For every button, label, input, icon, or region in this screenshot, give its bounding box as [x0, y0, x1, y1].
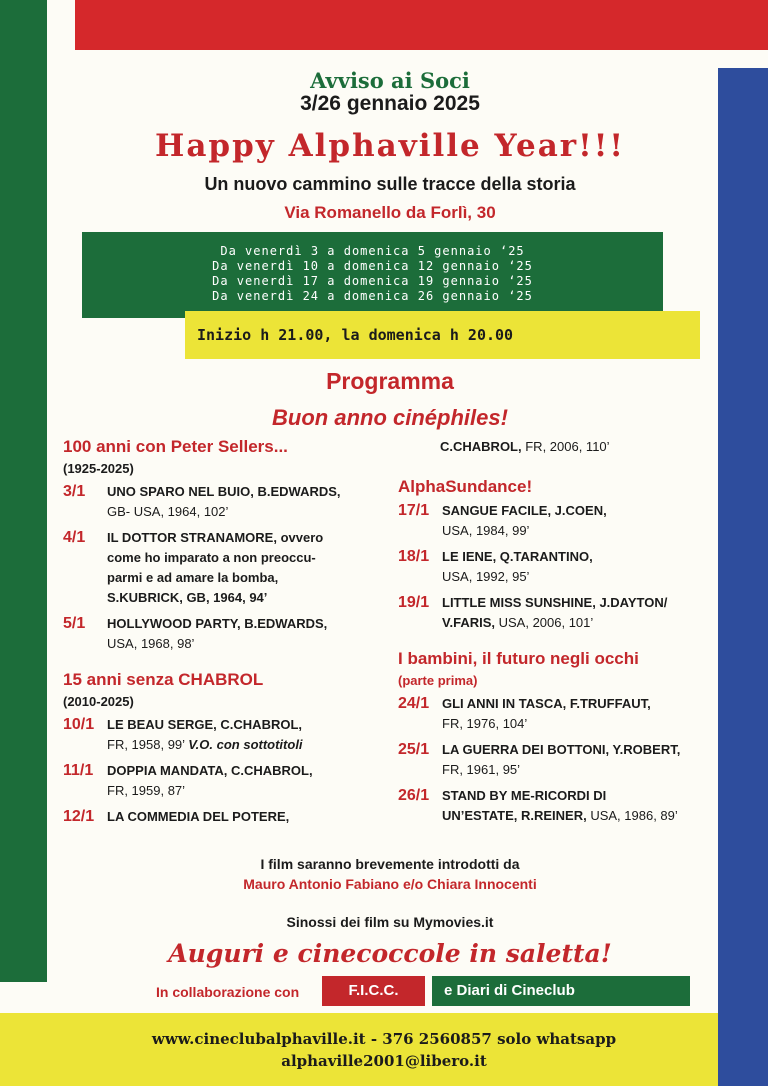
- film-director: V.FARIS,: [442, 615, 495, 630]
- film-entry: [398, 593, 708, 633]
- program-column-left: [63, 437, 373, 833]
- film-entry: [63, 715, 373, 755]
- film-date: 5/1: [63, 615, 86, 632]
- film-date: 18/1: [398, 548, 430, 565]
- film-note: V.O. con sottotitoli: [188, 737, 303, 752]
- film-info: GB- USA, 1964, 102’: [107, 504, 229, 519]
- film-info: USA, 2006, 101’: [498, 615, 594, 630]
- event-dates: 3/26 gennaio 2025: [300, 92, 480, 115]
- film-date: 12/1: [63, 808, 95, 825]
- weekend-line: Da venerdì 24 a domenica 26 gennaio ‘25: [212, 289, 533, 303]
- film-info: FR, 1958, 99’: [107, 737, 185, 752]
- film-entry: [398, 547, 708, 587]
- section-title-sundance: AlphaSundance!: [398, 477, 533, 496]
- film-info: USA, 1992, 95’: [442, 569, 530, 584]
- film-entry: [63, 528, 373, 608]
- film-info: USA, 1984, 99’: [442, 523, 530, 538]
- synopsis-note: Sinossi dei film su Mymovies.it: [286, 914, 494, 930]
- subtitle: Un nuovo cammino sulle tracce della storia: [204, 174, 576, 194]
- film-entry: [63, 614, 373, 654]
- footer-bar: [0, 1013, 718, 1086]
- film-date: 25/1: [398, 741, 430, 758]
- program-subtitle: Buon anno cinéphiles!: [272, 405, 508, 430]
- film-info: FR, 1961, 95’: [442, 762, 521, 777]
- collaboration-label: In collaborazione con: [156, 984, 300, 1000]
- red-bar: [75, 0, 768, 50]
- film-title: LA GUERRA DEI BOTTONI, Y.ROBERT,: [442, 742, 681, 757]
- intro-names: Mauro Antonio Fabiano e/o Chiara Innocenti: [243, 876, 537, 892]
- film-title: UNO SPARO NEL BUIO, B.EDWARDS,: [107, 484, 341, 499]
- film-title: STAND BY ME-RICORDI DI: [442, 788, 607, 803]
- program-title: Programma: [326, 368, 454, 394]
- film-date: 10/1: [63, 716, 95, 733]
- weekend-line: Da venerdì 3 a domenica 5 gennaio ‘25: [220, 244, 525, 258]
- blue-bar: [718, 68, 768, 1086]
- film-entry: [63, 482, 373, 522]
- wishes-text: Auguri e cinecoccole in saletta!: [168, 939, 612, 968]
- film-title-cont: come ho imparato a non preoccu-: [107, 550, 316, 565]
- film-title: SANGUE FACILE, J.COEN,: [442, 503, 607, 518]
- section-title-sellers: 100 anni con Peter Sellers...: [63, 437, 288, 456]
- address: Via Romanello da Forlì, 30: [284, 203, 496, 222]
- film-title: HOLLYWOOD PARTY, B.EDWARDS,: [107, 616, 328, 631]
- film-title-cont: UN’ESTATE, R.REINER,: [442, 808, 587, 823]
- film-info: S.KUBRICK, GB, 1964, 94’: [107, 590, 268, 605]
- section-years: (2010-2025): [63, 694, 134, 709]
- footer-website: www.cineclubalphaville.it - 376 2560857 solo whatsapp: [151, 1030, 617, 1048]
- intro-text: I film saranno brevemente introdotti da: [260, 856, 520, 872]
- headline: Happy Alphaville Year!!!: [155, 128, 625, 164]
- collaboration-row: [150, 976, 690, 1006]
- section-title-chabrol: 15 anni senza CHABROL: [63, 670, 264, 689]
- film-info: FR, 1959, 87’: [107, 783, 186, 798]
- film-director: C.CHABROL,: [440, 439, 522, 454]
- film-date: 19/1: [398, 594, 430, 611]
- film-entry: [398, 740, 708, 780]
- film-date: 3/1: [63, 483, 86, 500]
- film-info: USA, 1986, 89’: [590, 808, 678, 823]
- film-date: 24/1: [398, 695, 430, 712]
- film-info: FR, 2006, 110’: [525, 439, 610, 454]
- film-entry-continued: [440, 437, 708, 457]
- film-entry: [398, 694, 708, 734]
- film-title: LE IENE, Q.TARANTINO,: [442, 549, 593, 564]
- green-bar: [0, 0, 47, 982]
- film-entry: [63, 761, 373, 801]
- film-title-cont: parmi e ad amare la bomba,: [107, 570, 279, 585]
- film-info: FR, 1976, 104’: [442, 716, 528, 731]
- film-entry: [63, 807, 373, 827]
- diari-badge: e Diari di Cineclub: [432, 976, 690, 1006]
- film-title: LITTLE MISS SUNSHINE, J.DAYTON/: [442, 595, 668, 610]
- section-part: (parte prima): [398, 673, 478, 688]
- film-title: DOPPIA MANDATA, C.CHABROL,: [107, 763, 313, 778]
- film-title: LA COMMEDIA DEL POTERE,: [107, 809, 290, 824]
- film-title: LE BEAU SERGE, C.CHABROL,: [107, 717, 303, 732]
- film-entry: [398, 501, 708, 541]
- film-info: USA, 1968, 98’: [107, 636, 195, 651]
- film-date: 26/1: [398, 787, 430, 804]
- section-title-kids: I bambini, il futuro negli occhi: [398, 649, 639, 668]
- section-years: (1925-2025): [63, 461, 134, 476]
- film-date: 17/1: [398, 502, 430, 519]
- film-title: IL DOTTOR STRANAMORE, ovvero: [107, 530, 324, 545]
- start-time-box: Inizio h 21.00, la domenica h 20.00: [185, 311, 700, 359]
- weekends-box: [82, 232, 663, 318]
- film-date: 11/1: [63, 762, 94, 779]
- film-date: 4/1: [63, 529, 86, 546]
- weekend-line: Da venerdì 10 a domenica 12 gennaio ‘25: [212, 259, 533, 273]
- notice-title: Avviso ai Soci: [310, 68, 470, 93]
- film-title: GLI ANNI IN TASCA, F.TRUFFAUT,: [442, 696, 651, 711]
- weekend-line: Da venerdì 17 a domenica 19 gennaio ‘25: [212, 274, 533, 288]
- ficc-badge: F.I.C.C.: [322, 976, 425, 1006]
- footer-email: alphaville2001@libero.it: [281, 1052, 487, 1070]
- film-entry: [398, 786, 708, 826]
- program-column-right: [398, 437, 708, 832]
